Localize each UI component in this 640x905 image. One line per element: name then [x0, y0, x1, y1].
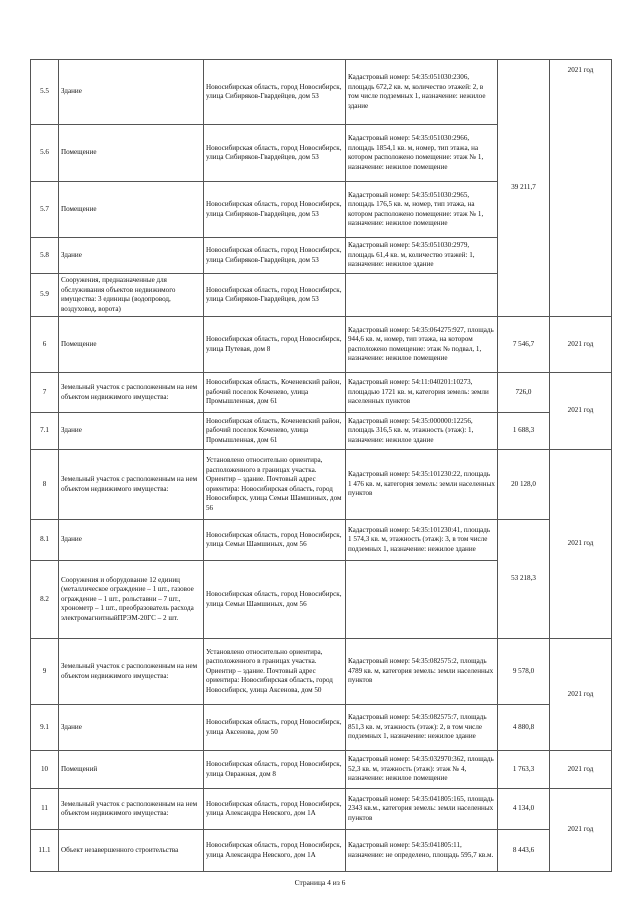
object-area: 53 218,3	[498, 520, 550, 639]
cadastral-info	[346, 274, 498, 317]
object-name: Земельный участок с расположенным на нем объектом недвижимого имущества:	[59, 373, 204, 413]
cadastral-info: Кадастровый номер: 54:35:051030:2306, площадь 672,2 кв. м, количество этажей: 2, в том числе подземных 1, назначение: нежилое здание	[346, 60, 498, 125]
table-row	[31, 830, 612, 872]
cadastral-info: Кадастровый номер: 54:35:041805:165, площадь 2343 кв.м., категория земель: земли населенных пунктов	[346, 789, 498, 830]
cadastral-info: Кадастровый номер: 54:35:082575:7, площадь 851,3 кв. м, этажность (этаж): 2, в том числе подземных 1, назначение: нежилое здание	[346, 705, 498, 751]
row-number: 11.1	[31, 830, 59, 872]
table-row	[31, 789, 612, 830]
table-row	[31, 639, 612, 705]
object-year: 2021 год	[550, 317, 612, 373]
object-year: 2021 год	[550, 751, 612, 789]
row-number: 7	[31, 373, 59, 413]
object-name: Земельный участок с расположенным на нем объектом недвижимого имущества:	[59, 639, 204, 705]
table-row	[31, 520, 612, 561]
object-name: Сооружения, предназначенные для обслуживания объектов недвижимого имущества: 3 единицы (водопровод, воздуховод, ворота)	[59, 274, 204, 317]
object-address: Новосибирская область, город Новосибирск, улица Сибиряков-Гвардейцев, дом 53	[204, 60, 346, 125]
cadastral-info: Кадастровый номер: 54:35:101230:41, площадь 1 574,3 кв. м, этажность (этаж): 3, в том числе подземных 1, назначение: нежилое здание	[346, 520, 498, 561]
object-name: Здание	[59, 238, 204, 274]
object-address: Новосибирская область, город Новосибирск, улица Сибиряков-Гвардейцев, дом 53	[204, 182, 346, 238]
row-number: 5.8	[31, 238, 59, 274]
object-area: 20 128,0	[498, 450, 550, 520]
cadastral-info: Кадастровый номер: 54:35:064275:927, площадь 944,6 кв. м, номер, тип этажа, на котором расположено помещение: этаж № подвал, 1, назначение: нежилое помещение	[346, 317, 498, 373]
table-row	[31, 705, 612, 751]
object-address: Новосибирская область, город Новосибирск, улица Сибиряков-Гвардейцев, дом 53	[204, 274, 346, 317]
object-name: Объект незавершенного строительства	[59, 830, 204, 872]
cadastral-info: Кадастровый номер: 54:11:040201:10273, площадью 1721 кв. м, категория земель: земли населенных пунктов	[346, 373, 498, 413]
row-number: 5.9	[31, 274, 59, 317]
cadastral-info	[346, 561, 498, 639]
row-number: 7.1	[31, 413, 59, 450]
row-number: 11	[31, 789, 59, 830]
object-address: Новосибирская область, город Новосибирск, улица Овражная, дом 8	[204, 751, 346, 789]
row-number: 6	[31, 317, 59, 373]
object-year: 2021 год	[550, 450, 612, 639]
object-year: 2021 год	[550, 789, 612, 872]
row-number: 5.7	[31, 182, 59, 238]
object-year: 2021 год	[550, 639, 612, 751]
object-area: 8 443,6	[498, 830, 550, 872]
object-area: 1 688,3	[498, 413, 550, 450]
object-area: 39 211,7	[498, 60, 550, 317]
table-row	[31, 413, 612, 450]
registry-table	[30, 59, 612, 872]
object-name: Сооружения и оборудование 12 единиц (металлическое ограждение – 1 шт., газовое ограждение – 1 шт., рольставни – 7 шт., хронометр – 1 шт., преобразователь расхода электромагнитныйПРЭМ-20ГС – 2 шт.	[59, 561, 204, 639]
object-address: Новосибирская область, город Новосибирск, улица Семьи Шамшиных, дом 56	[204, 561, 346, 639]
object-area: 4 134,0	[498, 789, 550, 830]
cadastral-info: Кадастровый номер: 54:35:051030:2965, площадь 176,5 кв. м, номер, тип этажа, на котором расположено помещение: этаж № 1, назначение: нежилое помещение	[346, 182, 498, 238]
row-number: 9	[31, 639, 59, 705]
cadastral-info: Кадастровый номер: 54:35:051030:2966, площадь 1854,1 кв. м, номер, тип этажа, на котором расположено помещение: этаж № 1, назначение: нежилое помещение	[346, 125, 498, 182]
object-address: Новосибирская область, Коченевский район, рабочий поселок Коченево, улица Промышленная, дом 61	[204, 373, 346, 413]
object-address: Новосибирская область, город Новосибирск, улица Семьи Шамшиных, дом 56	[204, 520, 346, 561]
row-number: 8	[31, 450, 59, 520]
object-area: 9 578,0	[498, 639, 550, 705]
object-address: Установлено относительно ориентира, расположенного в границах участка. Ориентир – здание. Почтовый адрес ориентира: Новосибирская область, город Новосибирск, улица Семьи Шамшиных, дом 56	[204, 450, 346, 520]
row-number: 10	[31, 751, 59, 789]
object-name: Помещение	[59, 125, 204, 182]
object-name: Земельный участок с расположенным на нем объектом недвижимого имущества:	[59, 450, 204, 520]
table-row	[31, 751, 612, 789]
object-address: Новосибирская область, город Новосибирск, улица Сибиряков-Гвардейцев, дом 53	[204, 125, 346, 182]
object-year: 2021 год	[550, 60, 612, 317]
row-number: 5.5	[31, 60, 59, 125]
cadastral-info: Кадастровый номер: 54:35:032970:362, площадь 52,3 кв. м, этажность (этаж): этаж № 4, назначение: нежилое помещение	[346, 751, 498, 789]
cadastral-info: Кадастровый номер: 54:35:051030:2979, площадь 61,4 кв. м, количество этажей: 1, назначение: нежилое здание	[346, 238, 498, 274]
object-address: Новосибирская область, город Новосибирск, улица Путевая, дом 8	[204, 317, 346, 373]
table-row	[31, 317, 612, 373]
object-name: Здание	[59, 705, 204, 751]
object-name: Помещение	[59, 182, 204, 238]
object-name: Здание	[59, 520, 204, 561]
cadastral-info: Кадастровый номер: 54:35:000000:12256, площадь 316,5 кв. м, этажность (этаж): 1, назначение: нежилое здание	[346, 413, 498, 450]
table-row	[31, 450, 612, 520]
object-name: Здание	[59, 413, 204, 450]
cadastral-info: Кадастровый номер: 54:35:082575:2, площадь 4789 кв. м, категория земель: земли населенных пунктов	[346, 639, 498, 705]
object-address: Установлено относительно ориентира, расположенного в границах участка. Ориентир – здание. Почтовый адрес ориентира: Новосибирская область, город Новосибирск, улица Аксенова, дом 50	[204, 639, 346, 705]
object-address: Новосибирская область, город Новосибирск, улица Сибиряков-Гвардейцев, дом 53	[204, 238, 346, 274]
object-name: Помещений	[59, 751, 204, 789]
object-area: 726,0	[498, 373, 550, 413]
page-footer: Страница 4 из 6	[294, 878, 346, 887]
object-area: 7 546,7	[498, 317, 550, 373]
cadastral-info: Кадастровый номер: 54:35:101230:22, площадь 1 476 кв. м, категория земель: земли населенных пунктов	[346, 450, 498, 520]
cadastral-info: Кадастровый номер: 54:35:041805:11, назначение: не определено, площадь 595,7 кв.м.	[346, 830, 498, 872]
row-number: 5.6	[31, 125, 59, 182]
object-area: 4 880,8	[498, 705, 550, 751]
object-name: Здание	[59, 60, 204, 125]
table-row	[31, 60, 612, 125]
object-address: Новосибирская область, Коченевский район, рабочий поселок Коченево, улица Промышленная, дом 61	[204, 413, 346, 450]
object-address: Новосибирская область, город Новосибирск, улица Александра Невского, дом 1А	[204, 789, 346, 830]
object-name: Помещение	[59, 317, 204, 373]
object-area: 1 763,3	[498, 751, 550, 789]
object-address: Новосибирская область, город Новосибирск, улица Аксенова, дом 50	[204, 705, 346, 751]
object-name: Земельный участок с расположенным на нем объектом недвижимого имущества:	[59, 789, 204, 830]
object-address: Новосибирская область, город Новосибирск, улица Александра Невского, дом 1А	[204, 830, 346, 872]
row-number: 8.2	[31, 561, 59, 639]
row-number: 9.1	[31, 705, 59, 751]
row-number: 8.1	[31, 520, 59, 561]
object-year: 2021 год	[550, 373, 612, 450]
table-row	[31, 373, 612, 413]
